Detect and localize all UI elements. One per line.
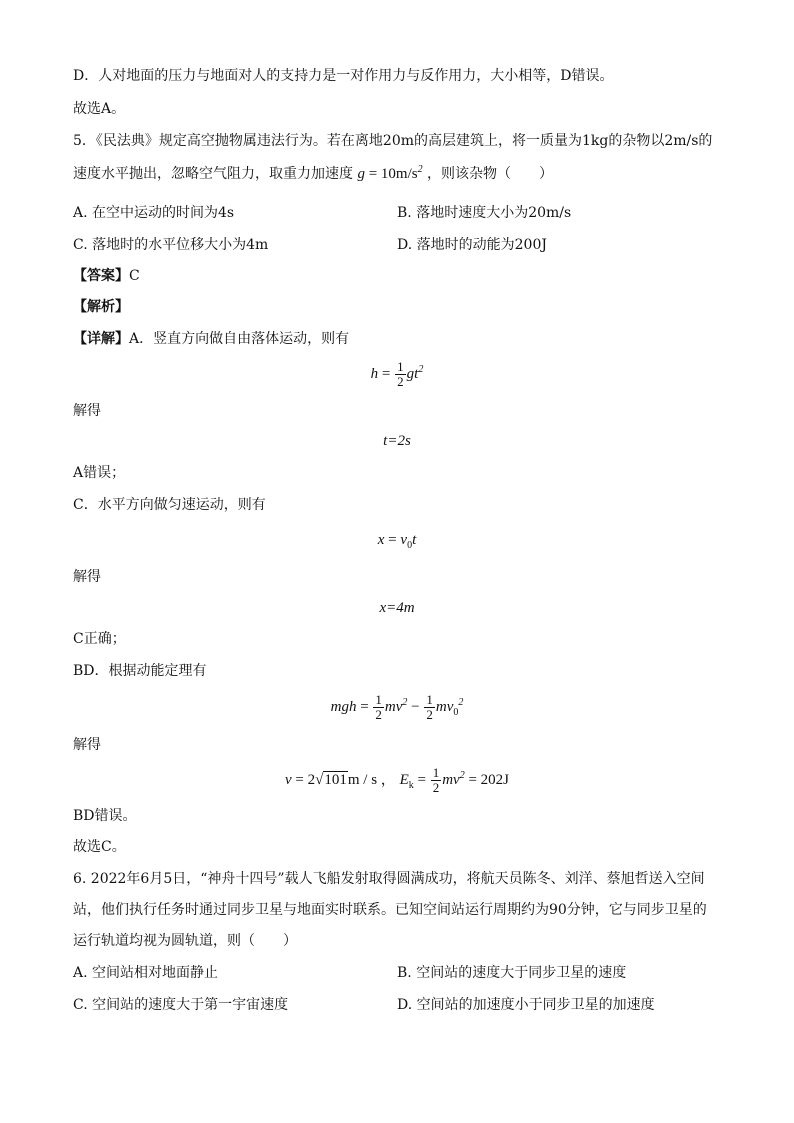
- option-c: C. 落地时的水平位移大小为4m: [73, 237, 269, 253]
- stem-text: 速度水平抛出，忽略空气阻力，取重力加速度: [73, 166, 353, 182]
- analysis-label: 【解析】: [73, 299, 129, 315]
- equation-h: h = $\frac{1}{2}$ $gt^2$: [370, 359, 424, 389]
- text-line: 解得: [73, 737, 101, 753]
- question-5-stem: 5．《民法典》规定高空抛物属违法行为。若在离地20m的高层建筑上，将一质量为1kg的杂物以2m/s的: [73, 133, 713, 149]
- option-c: C. 空间站的速度大于第一宇宙速度: [73, 997, 289, 1013]
- detail-c: C．水平方向做匀速运动，则有: [73, 497, 266, 513]
- answer: [73, 266, 140, 286]
- text-line: 解得: [73, 403, 101, 419]
- gravity-formula: $g = 10m/s^2$: [357, 164, 423, 182]
- answer-label: 【答案】: [73, 268, 129, 284]
- option-d: D. 落地时的动能为200J: [397, 237, 547, 253]
- option-a: A. 在空中运动的时间为4s: [73, 205, 235, 221]
- option-b: B. 落地时速度大小为20m/s: [397, 205, 572, 221]
- text-line: D．人对地面的压力与地面对人的支持力是一对作用力与反作用力，大小相等，D错误。: [73, 68, 614, 84]
- question-6-stem: 6. 2022年6月5日，“神舟十四号”载人飞船发射取得圆满成功，将航天员陈冬、刘洋、蔡旭哲送入空间: [73, 871, 705, 887]
- detail-label: 【详解】: [73, 331, 129, 347]
- text-line: C正确；: [73, 631, 126, 647]
- equation-result-v-ek: v = 2√101m / s ， $E_k$ = $\frac{1}{2}$ $mv^2 = 202J$: [284, 765, 509, 795]
- option-d: D. 空间站的加速度小于同步卫星的加速度: [397, 997, 655, 1013]
- result-t: t=2s: [383, 433, 411, 449]
- text-line: 故选C。: [73, 839, 126, 855]
- stem-text: ，则该杂物（ ）: [427, 166, 554, 182]
- option-b: B. 空间站的速度大于同步卫星的速度: [397, 965, 627, 981]
- question-6-stem-cont: 运行轨道均视为圆轨道，则（ ）: [73, 933, 297, 949]
- option-a: A. 空间站相对地面静止: [73, 965, 219, 981]
- result-x: x=4m: [379, 600, 415, 616]
- detail-bd: BD．根据动能定理有: [73, 663, 207, 679]
- detail-a: 【详解】A．竖直方向做自由落体运动，则有: [73, 331, 350, 347]
- text-line: BD错误。: [73, 808, 137, 824]
- text-line: 故选A。: [73, 101, 126, 117]
- equation-x: $x = v_0t$: [377, 532, 417, 551]
- equation-energy: mgh = $\frac{1}{2}$ $mv^2$ − $\frac{1}{2}$ $mv_0^2$: [330, 692, 464, 722]
- question-5-stem-cont: [73, 164, 553, 184]
- answer-value: C: [129, 268, 140, 284]
- text-line: 解得: [73, 569, 101, 585]
- question-6-stem-cont: 站，他们执行任务时通过同步卫星与地面实时联系。已知空间站运行周期约为90分钟，它与同步卫星的: [73, 902, 707, 918]
- text-line: A错误；: [73, 465, 126, 481]
